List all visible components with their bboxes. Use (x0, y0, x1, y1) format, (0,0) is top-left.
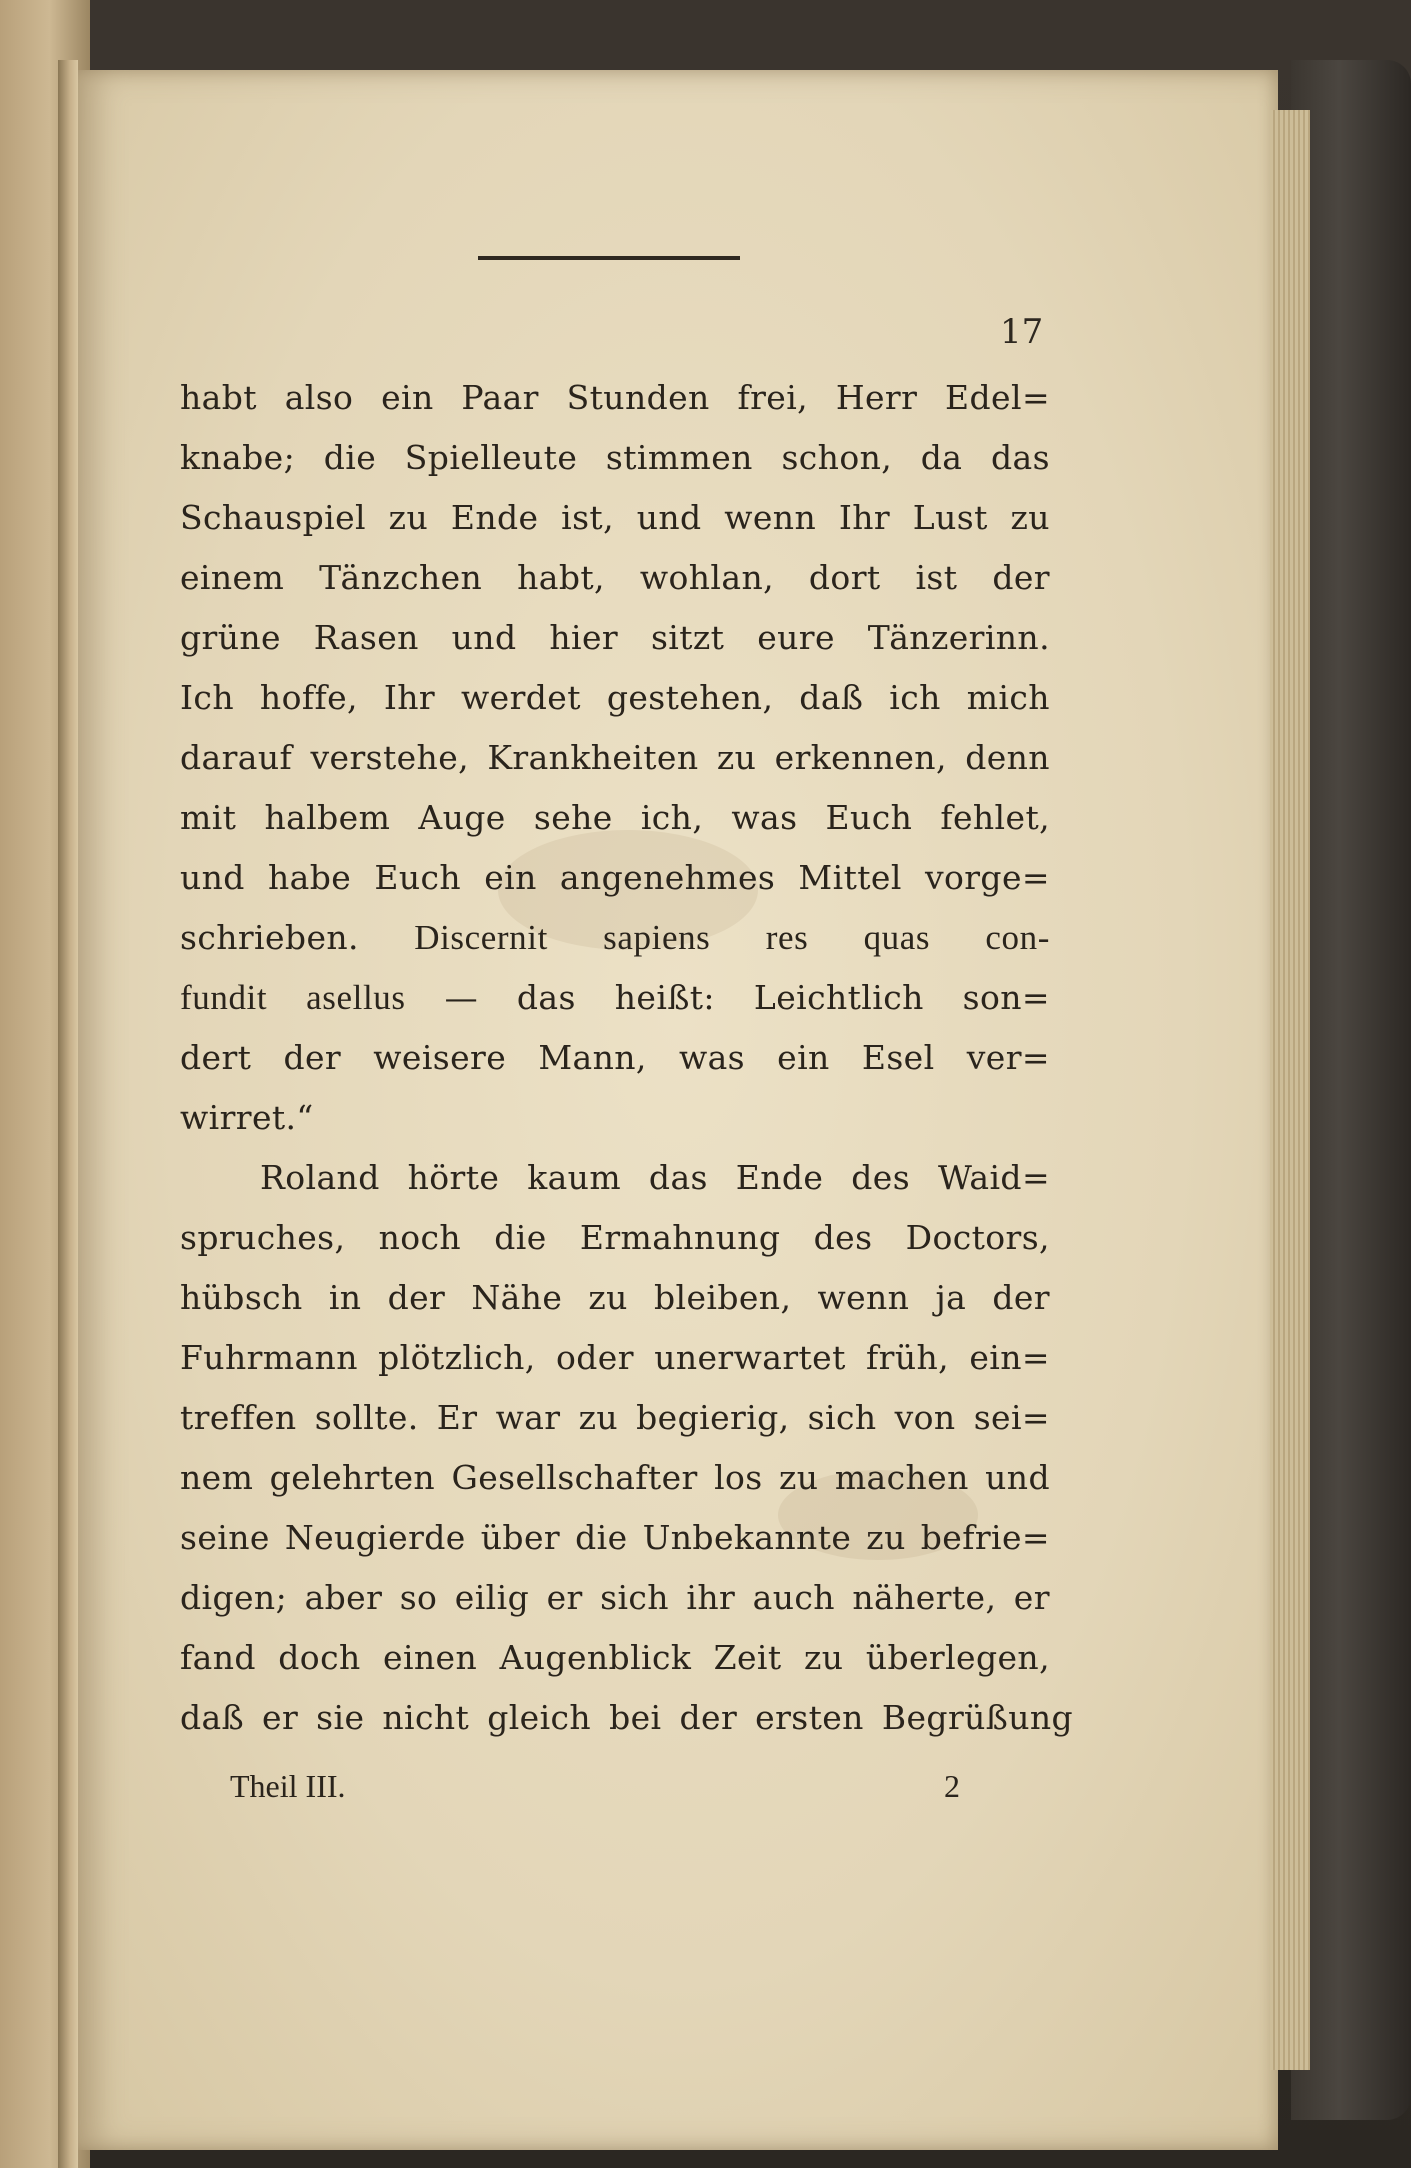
text-line (180, 798, 1050, 858)
word: früh, (866, 1338, 950, 1377)
word: Leichtlich (753, 978, 924, 1017)
word: einem (180, 558, 285, 597)
word: in (328, 1278, 362, 1317)
word: hier (549, 618, 619, 657)
word: heißt: (614, 978, 715, 1017)
word: schon, (781, 438, 893, 477)
word: und (636, 498, 702, 537)
word: die (323, 438, 377, 477)
text-line (180, 1218, 1050, 1278)
word: Neugierde (284, 1518, 466, 1557)
word: zu (803, 1638, 844, 1677)
word: der (679, 1698, 738, 1737)
word: und (180, 858, 245, 897)
word: fehlet, (940, 798, 1050, 837)
word: zu (588, 1278, 628, 1317)
word: Herr (835, 378, 918, 417)
word: also (284, 378, 354, 417)
word: sitzt (650, 618, 725, 657)
page-number: 17 (1000, 312, 1044, 352)
word: sich (600, 1578, 669, 1617)
word: Euch (374, 858, 462, 897)
word: ersten (755, 1698, 864, 1737)
word: Paar (461, 378, 539, 417)
word: gelehrten (269, 1458, 436, 1497)
word: mich (966, 678, 1050, 717)
word: sollte. (314, 1398, 419, 1437)
word: er (546, 1578, 583, 1617)
word: von (894, 1398, 956, 1437)
word: grüne (180, 618, 281, 657)
text-line (180, 918, 1050, 978)
word: aber (304, 1578, 383, 1617)
word: was (731, 798, 798, 837)
word: — (444, 978, 478, 1017)
word: wenn (724, 498, 817, 537)
word: denn (965, 738, 1050, 777)
word: zu (578, 1398, 619, 1437)
word: Ihr (838, 498, 891, 537)
word: Nähe (471, 1278, 563, 1317)
word: daß (180, 1698, 245, 1737)
word: das (648, 1158, 708, 1197)
word: zu (388, 498, 429, 537)
word: quas (863, 918, 931, 957)
word: los (714, 1458, 763, 1497)
word: war (495, 1398, 561, 1437)
word: die (494, 1218, 547, 1257)
text-line (180, 1698, 1074, 1758)
text-line (180, 1398, 1050, 1458)
word: näherte, (852, 1578, 997, 1617)
word: zu (716, 738, 757, 777)
text-line (180, 1638, 1050, 1698)
text-line (180, 1158, 1050, 1218)
word: wohlan, (639, 558, 774, 597)
word: Ende (450, 498, 539, 537)
word: ist, (561, 498, 614, 537)
text-line (180, 738, 1050, 798)
word: Doctors, (905, 1218, 1050, 1257)
word: bleiben, (653, 1278, 792, 1317)
word: überlegen, (865, 1638, 1050, 1677)
word: Spielleute (404, 438, 578, 477)
word: Rasen (313, 618, 419, 657)
word: seine (180, 1518, 270, 1557)
text-line (180, 1518, 1050, 1578)
word: weisere (373, 1038, 507, 1077)
word: mit (180, 798, 237, 837)
word: Auge (418, 798, 506, 837)
text-line (180, 1458, 1050, 1518)
word: Krankheiten (487, 738, 699, 777)
word: spruches, (180, 1218, 346, 1257)
word: digen; (180, 1578, 288, 1617)
word: angenehmes (559, 858, 776, 897)
word: das (991, 438, 1050, 477)
word: schrieben. (180, 918, 359, 957)
text-line (180, 558, 1050, 618)
word: machen (834, 1458, 969, 1497)
word: wirret.“ (180, 1098, 314, 1137)
word: gleich (487, 1698, 592, 1737)
word: Fuhrmann (180, 1338, 358, 1377)
word: nicht (382, 1698, 470, 1737)
word: was (678, 1038, 745, 1077)
text-line (180, 438, 1050, 498)
word: einen (383, 1638, 478, 1677)
word: kaum (527, 1158, 622, 1197)
word: vorge= (924, 858, 1050, 897)
word: ist (915, 558, 958, 597)
word: der (387, 1278, 446, 1317)
word: Mann, (538, 1038, 647, 1077)
text-line (180, 1278, 1050, 1338)
word: der (992, 1278, 1050, 1317)
word: der (992, 558, 1050, 597)
word: so (399, 1578, 438, 1617)
word: habe (268, 858, 352, 897)
word: zu (779, 1458, 819, 1497)
word: res (765, 918, 809, 957)
word: der (283, 1038, 342, 1077)
word: erkennen, (774, 738, 947, 777)
word: Ende (735, 1158, 824, 1197)
word: wenn (817, 1278, 910, 1317)
word: auch (752, 1578, 835, 1617)
word: sie (316, 1698, 365, 1737)
word: sei= (973, 1398, 1050, 1437)
word: ein (484, 858, 537, 897)
word: Schauspiel (180, 498, 366, 537)
word: des (813, 1218, 873, 1257)
header-rule (478, 256, 740, 260)
word: unerwartet (654, 1338, 846, 1377)
word: da (920, 438, 963, 477)
word: das (516, 978, 576, 1017)
text-line (180, 1338, 1050, 1398)
word: Discernit (414, 918, 548, 957)
word: asellus (306, 978, 406, 1017)
word: halbem (264, 798, 391, 837)
text-line (180, 1578, 1050, 1638)
word: Tänzchen (319, 558, 483, 597)
word: doch (278, 1638, 361, 1677)
word: fundit (180, 978, 268, 1017)
word: er (1013, 1578, 1050, 1617)
word: hübsch (180, 1278, 303, 1317)
word: Mittel (798, 858, 902, 897)
word: Er (436, 1398, 478, 1437)
text-line (180, 978, 1050, 1038)
word: Edel= (945, 378, 1050, 417)
word: bei (609, 1698, 662, 1737)
signature-number: 2 (944, 1768, 960, 1804)
word: sich (807, 1398, 877, 1437)
text-line (180, 498, 1050, 558)
text-line (180, 378, 1050, 438)
word: frei, (737, 378, 809, 417)
word: oder (555, 1338, 634, 1377)
word: und (985, 1458, 1050, 1497)
word: treffen (180, 1398, 297, 1437)
word: werdet (461, 678, 581, 717)
word: Esel (861, 1038, 935, 1077)
word: verstehe, (310, 738, 470, 777)
word: über (480, 1518, 561, 1557)
word: Augenblick (499, 1638, 692, 1677)
word: Tänzerinn. (867, 618, 1050, 657)
word: sapiens (603, 918, 711, 957)
word: Stunden (566, 378, 710, 417)
page-leaf-edges (1270, 110, 1310, 2070)
word: des (851, 1158, 911, 1197)
word: nem (180, 1458, 254, 1497)
word: eure (757, 618, 835, 657)
word: die (575, 1518, 628, 1557)
signature-mark: Theil III. (230, 1768, 346, 1804)
word: knabe; (180, 438, 296, 477)
word: dert (180, 1038, 252, 1077)
word: hoffe, (259, 678, 358, 717)
word: begierig, (636, 1398, 790, 1437)
word: son= (962, 978, 1050, 1017)
word: zu (866, 1518, 906, 1557)
word: habt, (517, 558, 605, 597)
word: ich, (640, 798, 704, 837)
word: daß (799, 678, 864, 717)
word: sehe (533, 798, 613, 837)
word: Roland (260, 1158, 380, 1197)
word: ver= (966, 1038, 1050, 1077)
word: Gesellschafter (451, 1458, 698, 1497)
word: Unbekannte (642, 1518, 852, 1557)
text-line (180, 1098, 1050, 1158)
word: habt (180, 378, 257, 417)
word: Ich (180, 678, 234, 717)
word: darauf (180, 738, 293, 777)
word: ein (381, 378, 434, 417)
word: zu (1010, 498, 1050, 537)
word: Ihr (383, 678, 436, 717)
word: noch (378, 1218, 462, 1257)
word: und (451, 618, 517, 657)
word: Begrüßung (881, 1698, 1074, 1737)
word: hörte (407, 1158, 500, 1197)
page-footer (230, 1768, 990, 1805)
body-text (180, 378, 1074, 1758)
word: fand (180, 1638, 256, 1677)
word: ja (935, 1278, 967, 1317)
word: dort (808, 558, 881, 597)
text-line (180, 1038, 1050, 1098)
page-gutter (58, 60, 78, 2168)
word: plötzlich, (378, 1338, 536, 1377)
word: Lust (912, 498, 988, 537)
word: ein= (969, 1338, 1050, 1377)
word: con- (985, 918, 1050, 957)
text-line (180, 618, 1050, 678)
word: befrie= (920, 1518, 1050, 1557)
word: Zeit (713, 1638, 782, 1677)
word: ihr (686, 1578, 736, 1617)
word: Waid= (937, 1158, 1050, 1197)
word: eilig (454, 1578, 530, 1617)
word: ein (777, 1038, 830, 1077)
word: ich (889, 678, 941, 717)
word: gestehen, (606, 678, 774, 717)
word: stimmen (605, 438, 753, 477)
word: Ermahnung (579, 1218, 781, 1257)
text-line (180, 678, 1050, 738)
text-line (180, 858, 1050, 918)
word: er (262, 1698, 299, 1737)
word: Euch (825, 798, 913, 837)
